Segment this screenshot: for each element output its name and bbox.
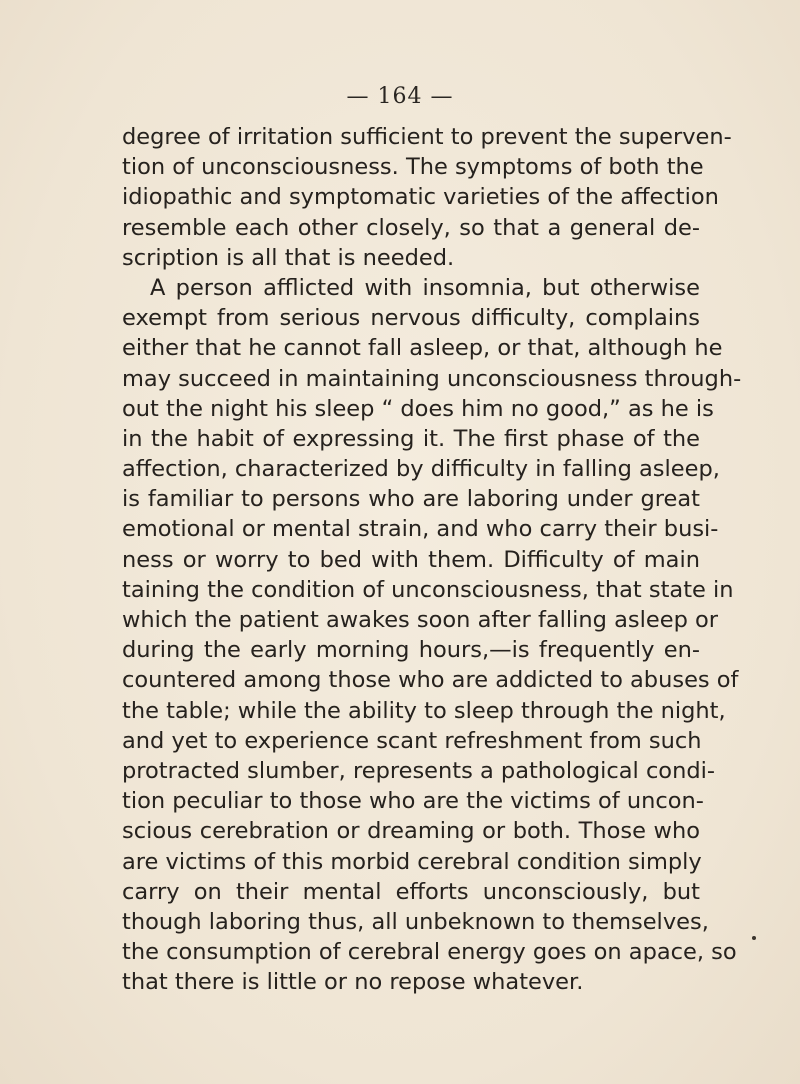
text-line: affection, characterized by difficulty in falling asleep, [122, 456, 720, 483]
text-line: degree of irritation sufficient to prevent the superven- [122, 124, 732, 150]
text-line: the consumption of cerebral energy goes on apace, so [122, 939, 737, 966]
text-line: countered among those who are addicted to abuses of [122, 667, 739, 694]
text-line: carry on their mental efforts unconsciously, but [122, 878, 700, 905]
text-line: exempt from serious nervous difficulty, complains [122, 305, 700, 332]
text-line: tion of unconsciousness. The symptoms of both the [122, 154, 704, 181]
text-line: protracted slumber, represents a pathological condi- [122, 757, 715, 784]
text-line: is familiar to persons who are laboring under great [122, 486, 700, 513]
text-line: scious cerebration or dreaming or both. Those who [122, 818, 700, 845]
text-line: may succeed in maintaining unconsciousness through- [122, 365, 742, 392]
text-line: though laboring thus, all unbeknown to themselves, [122, 908, 709, 935]
text-line: A person afflicted with insomnia, but otherwise [150, 274, 700, 301]
body-text [122, 122, 742, 997]
text-line: taining the condition of unconsciousness, that state in [122, 576, 734, 603]
text-line: resemble each other closely, so that a general de- [122, 214, 700, 241]
text-line: scription is all that is needed. [122, 244, 455, 271]
text-line: emotional or mental strain, and who carry their busi- [122, 516, 719, 543]
text-line: are victims of this morbid cerebral condition simply [122, 848, 702, 875]
text-line: ness or worry to bed with them. Difficulty of main [122, 546, 700, 573]
text-line: and yet to experience scant refreshment from such [122, 727, 702, 754]
text-line: idiopathic and symptomatic varieties of the affection [122, 184, 719, 211]
text-line: during the early morning hours,—is frequently en- [122, 637, 700, 664]
text-line: in the habit of expressing it. The first phase of the [122, 425, 700, 452]
text-line: out the night his sleep “ does him no good,” as he is [122, 395, 714, 422]
text-line: either that he cannot fall asleep, or that, although he [122, 335, 723, 362]
text-line: tion peculiar to those who are the victims of uncon- [122, 788, 704, 815]
text-line: that there is little or no repose whatever. [122, 969, 584, 996]
text-line: which the patient awakes soon after falling asleep or [122, 607, 719, 633]
text-line: the table; while the ability to sleep through the night, [122, 697, 726, 724]
paper-speck [752, 936, 756, 940]
page-number: — 164 — [346, 84, 454, 109]
